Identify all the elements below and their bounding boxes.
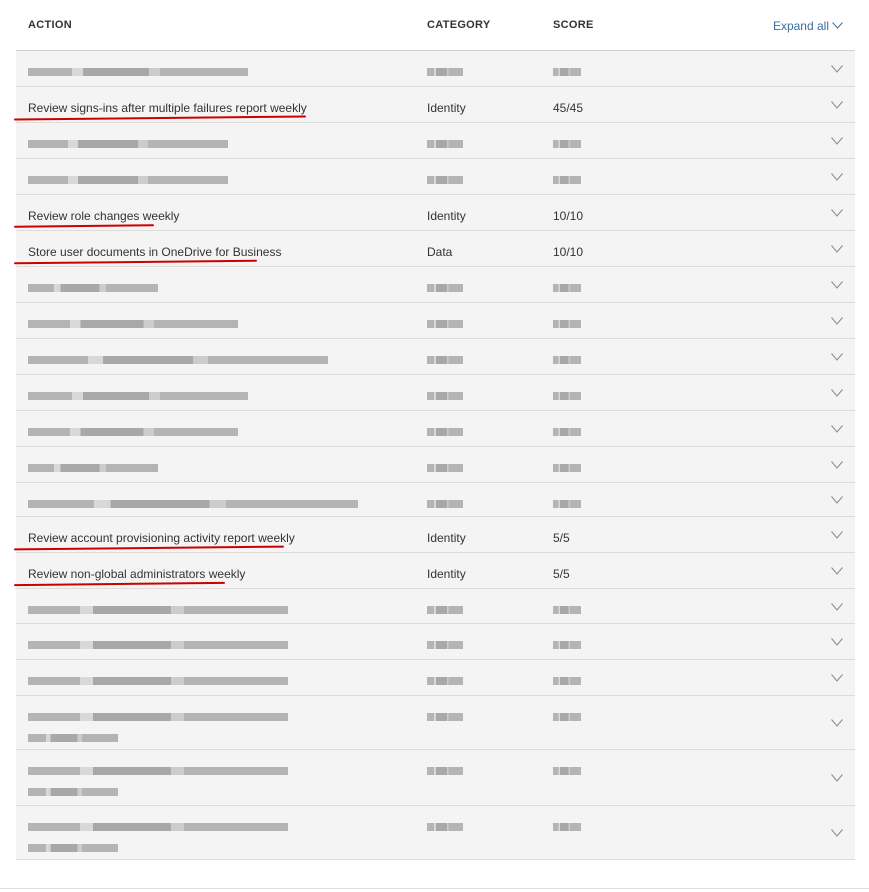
score-cell	[553, 531, 703, 545]
redacted-category	[427, 638, 553, 649]
chevron-down-icon[interactable]	[831, 281, 843, 289]
table-row[interactable]	[16, 267, 855, 303]
red-underline-annotation	[14, 260, 257, 265]
red-underline-annotation	[14, 224, 154, 227]
chevron-down-icon[interactable]	[832, 22, 843, 29]
score-cell	[553, 101, 703, 115]
category: Data	[427, 245, 453, 259]
score: 10/10	[553, 209, 584, 223]
action-name: Store user documents in OneDrive for Business	[28, 245, 282, 259]
action-name: Review account provisioning activity report weekly	[28, 531, 295, 545]
redacted-category	[427, 425, 553, 436]
redacted-score	[553, 497, 703, 508]
action-cell	[16, 531, 427, 545]
category-cell	[427, 209, 553, 223]
category-cell	[427, 567, 553, 581]
redacted-score	[553, 65, 703, 76]
redacted-score	[553, 710, 703, 721]
redacted-score	[553, 638, 703, 649]
table-row[interactable]	[16, 87, 855, 123]
redacted-action	[16, 281, 427, 292]
action-cell	[16, 567, 427, 581]
redacted-category	[427, 603, 553, 614]
redacted-action	[16, 389, 427, 400]
table-row[interactable]	[16, 806, 855, 860]
table-row[interactable]	[16, 339, 855, 375]
redacted-category	[427, 710, 553, 721]
redacted-category	[427, 461, 553, 472]
actions-table	[16, 51, 855, 860]
chevron-down-icon[interactable]	[831, 353, 843, 361]
redacted-score	[553, 137, 703, 148]
category-cell	[427, 245, 553, 259]
table-row[interactable]	[16, 195, 855, 231]
redacted-action	[16, 425, 427, 436]
table-row[interactable]	[16, 624, 855, 660]
score-cell	[553, 209, 703, 223]
redacted-score	[553, 764, 703, 775]
redacted-action	[16, 638, 427, 649]
chevron-down-icon[interactable]	[831, 567, 843, 575]
score: 5/5	[553, 531, 570, 545]
category-cell	[427, 101, 553, 115]
table-row[interactable]	[16, 696, 855, 750]
chevron-down-icon[interactable]	[831, 245, 843, 253]
redacted-action	[16, 497, 427, 508]
redacted-category	[427, 137, 553, 148]
chevron-down-icon[interactable]	[831, 829, 843, 837]
redacted-action	[16, 137, 427, 148]
chevron-down-icon[interactable]	[831, 101, 843, 109]
score-cell	[553, 245, 703, 259]
table-row[interactable]	[16, 51, 855, 87]
table-row[interactable]	[16, 660, 855, 696]
chevron-down-icon[interactable]	[831, 674, 843, 682]
chevron-down-icon[interactable]	[831, 209, 843, 217]
table-row[interactable]	[16, 123, 855, 159]
redacted-score	[553, 281, 703, 292]
score-cell	[553, 567, 703, 581]
action-name: Review signs-ins after multiple failures report weekly	[28, 101, 307, 115]
chevron-down-icon[interactable]	[831, 173, 843, 181]
score: 5/5	[553, 567, 570, 581]
redacted-category	[427, 389, 553, 400]
table-row[interactable]	[16, 553, 855, 589]
chevron-down-icon[interactable]	[831, 774, 843, 782]
category: Identity	[427, 531, 466, 545]
category: Identity	[427, 101, 466, 115]
redacted-category	[427, 317, 553, 328]
redacted-score	[553, 353, 703, 364]
action-name: Review non-global administrators weekly	[28, 567, 246, 581]
chevron-down-icon[interactable]	[831, 137, 843, 145]
chevron-down-icon[interactable]	[831, 638, 843, 646]
redacted-score	[553, 317, 703, 328]
divider	[0, 888, 869, 889]
table-row[interactable]	[16, 750, 855, 806]
redacted-category	[427, 497, 553, 508]
table-row[interactable]	[16, 231, 855, 267]
table-row[interactable]	[16, 303, 855, 339]
redacted-action	[16, 710, 427, 742]
table-row[interactable]	[16, 411, 855, 447]
chevron-down-icon[interactable]	[831, 719, 843, 727]
chevron-down-icon[interactable]	[831, 317, 843, 325]
table-row[interactable]	[16, 375, 855, 411]
chevron-down-icon[interactable]	[831, 496, 843, 504]
expand-all-button[interactable]: Expand all	[772, 19, 829, 33]
table-row[interactable]	[16, 159, 855, 195]
redacted-action	[16, 603, 427, 614]
redacted-category	[427, 764, 553, 775]
category: Identity	[427, 567, 466, 581]
redacted-category	[427, 173, 553, 184]
action-cell	[16, 245, 427, 259]
red-underline-annotation	[14, 546, 284, 551]
chevron-down-icon[interactable]	[831, 531, 843, 539]
redacted-score	[553, 674, 703, 685]
redacted-action	[16, 764, 427, 796]
red-underline-annotation	[14, 115, 306, 120]
action-cell	[16, 101, 427, 115]
chevron-down-icon[interactable]	[831, 603, 843, 611]
redacted-score	[553, 603, 703, 614]
action-cell	[16, 209, 427, 223]
action-name: Review role changes weekly	[28, 209, 180, 223]
chevron-down-icon[interactable]	[831, 425, 843, 433]
redacted-category	[427, 353, 553, 364]
redacted-action	[16, 353, 427, 364]
table-row[interactable]	[16, 517, 855, 553]
redacted-action	[16, 173, 427, 184]
chevron-down-icon[interactable]	[831, 65, 843, 73]
redacted-action	[16, 820, 427, 852]
redacted-score	[553, 461, 703, 472]
redacted-score	[553, 425, 703, 436]
chevron-down-icon[interactable]	[831, 389, 843, 397]
table-row[interactable]	[16, 483, 855, 517]
redacted-category	[427, 674, 553, 685]
table-row[interactable]	[16, 447, 855, 483]
chevron-down-icon[interactable]	[831, 461, 843, 469]
redacted-action	[16, 65, 427, 76]
redacted-score	[553, 389, 703, 400]
red-underline-annotation	[14, 582, 225, 586]
redacted-score	[553, 173, 703, 184]
redacted-action	[16, 461, 427, 472]
score: 10/10	[553, 245, 584, 259]
redacted-action	[16, 674, 427, 685]
column-header-category[interactable]: CATEGORY	[427, 19, 491, 31]
column-header-score[interactable]: SCORE	[553, 19, 594, 31]
redacted-category	[427, 820, 553, 831]
score: 45/45	[553, 101, 584, 115]
redacted-score	[553, 820, 703, 831]
redacted-category	[427, 65, 553, 76]
table-header	[16, 0, 855, 51]
table-row[interactable]	[16, 589, 855, 624]
category: Identity	[427, 209, 466, 223]
redacted-category	[427, 281, 553, 292]
category-cell	[427, 531, 553, 545]
column-header-action[interactable]: ACTION	[28, 19, 72, 31]
redacted-action	[16, 317, 427, 328]
